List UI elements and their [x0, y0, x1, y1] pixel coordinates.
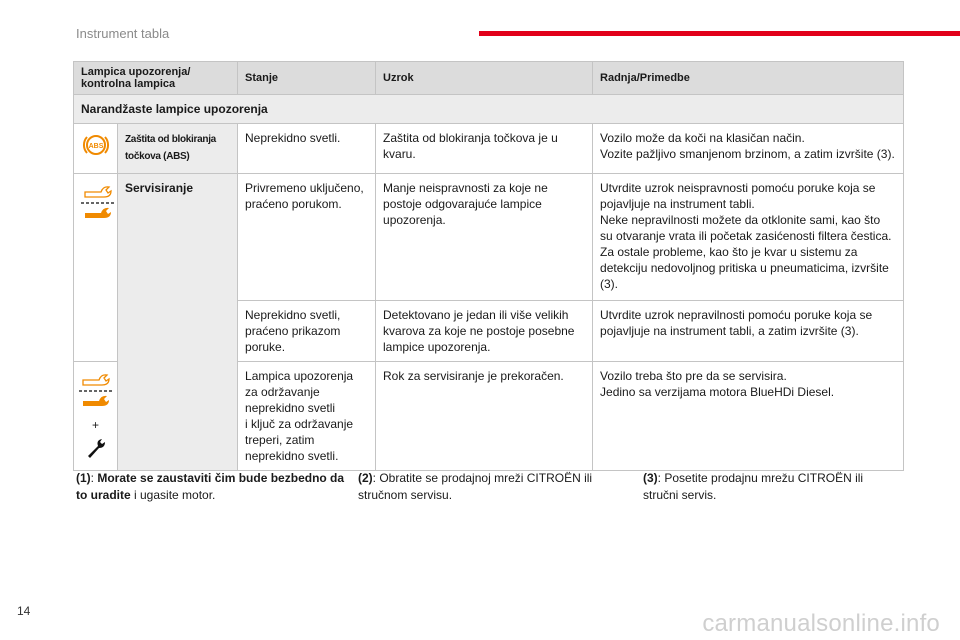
service-state-2: Neprekidno svetli, praćeno prikazom poruke. [238, 301, 376, 362]
service-cause-3: Rok za servisiranje je prekoračen. [376, 362, 593, 471]
service-action-1: Utvrdite uzrok neispravnosti pomoću poruke koja se pojavljuje na instrument tabli. Neke nepravilnosti možete da otklonite sami, kao što su otvaranje vrata ili početak zasićenosti filtera čestica. Za ostale probleme, kao što je kvar u sistemu za detekciju nedovoljnog pritiska u pneumaticima, izvršite (3). [593, 174, 904, 301]
col-header-action: Radnja/Primedbe [593, 62, 904, 95]
service-action-3: Vozilo treba što pre da se servisira. Jedino sa verzijama motora BlueHDi Diesel. [593, 362, 904, 471]
abs-action: Vozilo može da koči na klasičan način. Vozite pažljivo smanjenom brzinom, a zatim izvršite (3). [593, 124, 904, 174]
abs-lamp-name: Zaštita od blokiranja točkova (ABS) [118, 124, 238, 174]
footnote-2: (2): Obratite se prodajnoj mreži CITROËN ili stručnom servisu. [358, 471, 593, 502]
col-header-cause: Uzrok [376, 62, 593, 95]
abs-warning-icon [81, 130, 111, 160]
section-title: Narandžaste lampice upozorenja [74, 95, 904, 124]
col-header-state: Stanje [238, 62, 376, 95]
footnote-3: (3): Posetite prodajnu mrežu CITROËN ili stručni servis. [643, 471, 864, 502]
wrench-icon [81, 180, 115, 226]
service-icon-cell [74, 174, 118, 362]
service-state-1: Privremeno uključeno, praćeno porukom. [238, 174, 376, 301]
abs-cause: Zaštita od blokiranja točkova je u kvaru. [376, 124, 593, 174]
service-state-3: Lampica upozorenja za održavanje neprekidno svetli i ključ za održavanje treperi, zatim neprekidno svetli. [238, 362, 376, 471]
header-title: Instrument tabla [76, 26, 170, 41]
abs-state: Neprekidno svetli. [238, 124, 376, 174]
page-number: 14 [17, 604, 31, 618]
wrench-outline-icon [79, 368, 113, 414]
header-accent-bar [479, 31, 960, 36]
service-icon-cell-2 [74, 362, 118, 471]
table-row [74, 124, 904, 174]
service-cause-1: Manje neispravnosti za koje ne postoje odgovarajuće lampice upozorenja. [376, 174, 593, 301]
black-wrench-icon [84, 436, 108, 460]
footnote-1: (1): Morate se zaustaviti čim bude bezbedno da to uradite i ugasite motor. [76, 471, 345, 502]
table-header-row [74, 62, 904, 95]
service-cause-2: Detektovano je jedan ili više velikih kvarova za koje ne postoje posebne lampice upozorenja. [376, 301, 593, 362]
watermark: carmanualsonline.info [702, 610, 940, 637]
col-header-lamp: Lampica upozorenja/ kontrolna lampica [74, 62, 238, 95]
svg-text:ABS: ABS [88, 143, 104, 150]
table-row [74, 174, 904, 301]
abs-icon-cell [74, 124, 118, 174]
service-lamp-name: Servisiranje [118, 174, 238, 471]
plus-sign: + [91, 418, 99, 432]
service-action-2: Utvrdite uzrok nepravilnosti pomoću poruke koja se pojavljuje na instrument tabli, a zatim izvršite (3). [593, 301, 904, 362]
warning-lamps-table [73, 61, 904, 471]
